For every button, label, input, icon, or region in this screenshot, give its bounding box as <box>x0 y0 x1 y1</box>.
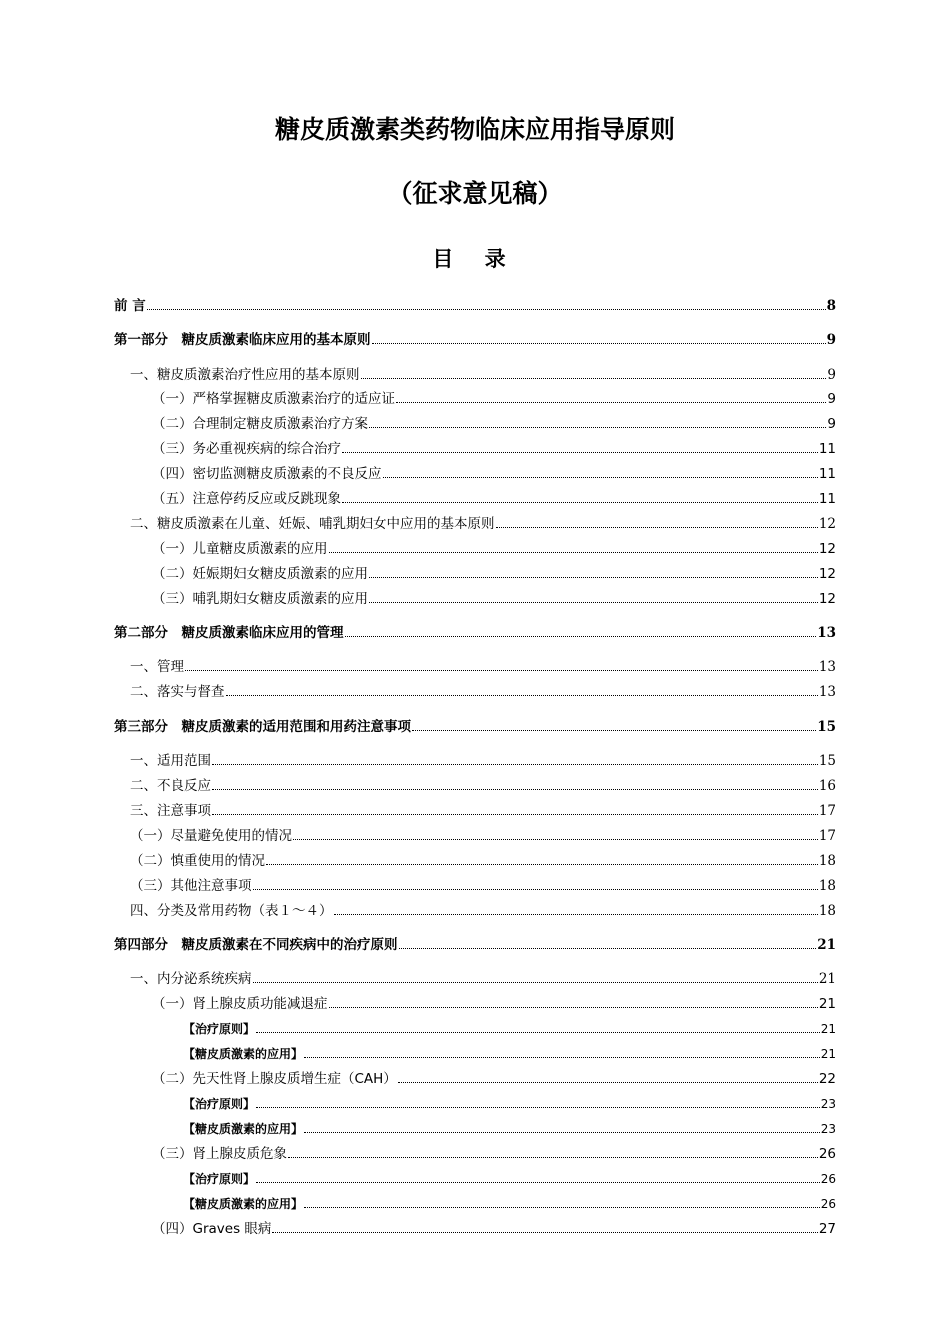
toc-entry-page: 11 <box>818 466 836 482</box>
toc-entry[interactable] <box>183 1120 836 1138</box>
toc-entry-label: （二）先天性肾上腺皮质增生症（CAH） <box>152 1071 397 1087</box>
toc-entry-page: 12 <box>818 541 836 557</box>
toc-leader-dots <box>185 670 818 671</box>
toc-entry-page: 21 <box>817 937 836 953</box>
toc-entry[interactable] <box>183 1045 836 1063</box>
toc-entry-label: 一、内分泌系统疾病 <box>130 971 252 987</box>
toc-entry-label: 二、糖皮质激素在儿童、妊娠、哺乳期妇女中应用的基本原则 <box>130 516 495 532</box>
toc-entry[interactable] <box>183 1020 836 1038</box>
toc-leader-dots <box>256 1032 820 1033</box>
toc-entry-label: 四、分类及常用药物（表１～４） <box>130 903 333 919</box>
toc-leader-dots <box>253 982 818 983</box>
toc-entry-label: 【糖皮质激素的应用】 <box>183 1122 304 1136</box>
toc-entry-label: 二、落实与督查 <box>130 684 225 700</box>
toc-leader-dots <box>342 502 818 503</box>
toc-entry[interactable] <box>152 995 836 1013</box>
toc-entry-label: 前 言 <box>114 298 146 314</box>
toc-leader-dots <box>369 577 818 578</box>
toc-entry[interactable] <box>152 590 836 608</box>
toc-entry[interactable] <box>152 440 836 458</box>
toc-entry[interactable] <box>130 683 836 701</box>
toc-leader-dots <box>412 730 816 731</box>
toc-entry-page: 13 <box>818 659 836 675</box>
toc-leader-dots <box>369 427 826 428</box>
toc-entry-label: （一）肾上腺皮质功能减退症 <box>152 996 328 1012</box>
toc-entry[interactable] <box>114 936 836 954</box>
toc-leader-dots <box>398 1082 818 1083</box>
toc-entry-label: 【治疗原则】 <box>183 1097 256 1111</box>
toc-leader-dots <box>256 1107 820 1108</box>
toc-entry-page: 21 <box>818 996 836 1012</box>
toc-entry[interactable] <box>152 415 836 433</box>
toc-leader-dots <box>329 552 818 553</box>
toc-entry[interactable] <box>114 718 836 736</box>
toc-entry-label: 二、不良反应 <box>130 778 211 794</box>
toc-entry-label: 【治疗原则】 <box>183 1022 256 1036</box>
toc-leader-dots <box>212 764 818 765</box>
toc-entry-page: 15 <box>818 753 836 769</box>
toc-entry-label: （三）务必重视疾病的综合治疗 <box>152 441 341 457</box>
toc-leader-dots <box>345 636 817 637</box>
toc-entry-label: 一、适用范围 <box>130 753 211 769</box>
toc-entry-page: 9 <box>827 391 836 407</box>
toc-entry-label: （三）肾上腺皮质危象 <box>152 1146 287 1162</box>
toc-entry[interactable] <box>183 1095 836 1113</box>
toc-leader-dots <box>147 309 826 310</box>
toc-leader-dots <box>369 602 818 603</box>
toc-leader-dots <box>226 695 818 696</box>
toc-entry[interactable] <box>114 297 836 315</box>
toc-entry-label: 第一部分 糖皮质激素临床应用的基本原则 <box>114 332 371 348</box>
toc-entry[interactable] <box>114 331 836 349</box>
toc-entry-page: 11 <box>818 441 836 457</box>
document-title: 糖皮质激素类药物临床应用指导原则 <box>274 115 675 144</box>
toc-leader-dots <box>272 1232 817 1233</box>
toc-entry[interactable] <box>130 515 836 533</box>
toc-entry[interactable] <box>114 624 836 642</box>
toc-entry-page: 17 <box>818 803 836 819</box>
toc-entry-page: 12 <box>818 591 836 607</box>
toc-entry[interactable] <box>130 902 836 920</box>
toc-entry-label: 第三部分 糖皮质激素的适用范围和用药注意事项 <box>114 719 411 735</box>
toc-entry-page: 21 <box>818 971 836 987</box>
toc-entry-page: 12 <box>818 566 836 582</box>
toc-entry[interactable] <box>130 877 836 895</box>
toc-entry-page: 17 <box>818 828 836 844</box>
toc-entry-label: （一）尽量避免使用的情况 <box>130 828 292 844</box>
toc-heading: 目 录 <box>432 247 518 271</box>
toc-leader-dots <box>334 914 818 915</box>
toc-entry-page: 12 <box>818 516 836 532</box>
toc-entry-label: （四）密切监测糖皮质激素的不良反应 <box>152 466 382 482</box>
toc-leader-dots <box>266 864 818 865</box>
toc-entry-label: 第四部分 糖皮质激素在不同疾病中的治疗原则 <box>114 937 398 953</box>
toc-entry[interactable] <box>152 1070 836 1088</box>
toc-entry-page: 21 <box>820 1047 836 1061</box>
toc-entry-label: 第二部分 糖皮质激素临床应用的管理 <box>114 625 344 641</box>
toc-entry-page: 16 <box>818 778 836 794</box>
toc-entry[interactable] <box>130 827 836 845</box>
toc-entry-page: 22 <box>818 1071 836 1087</box>
toc-entry-label: 一、糖皮质激素治疗性应用的基本原则 <box>130 367 360 383</box>
toc-leader-dots <box>396 402 826 403</box>
toc-entry-page: 23 <box>820 1122 836 1136</box>
toc-entry-label: 【糖皮质激素的应用】 <box>183 1197 304 1211</box>
toc-entry-page: 13 <box>818 684 836 700</box>
toc-entry-label: （二）妊娠期妇女糖皮质激素的应用 <box>152 566 368 582</box>
toc-entry-page: 26 <box>818 1146 836 1162</box>
toc-entry-label: （二）慎重使用的情况 <box>130 853 265 869</box>
toc-entry-label: 【糖皮质激素的应用】 <box>183 1047 304 1061</box>
toc-entry-label: （二）合理制定糖皮质激素治疗方案 <box>152 416 368 432</box>
toc-leader-dots <box>212 814 818 815</box>
toc-entry-page: 18 <box>818 853 836 869</box>
toc-entry-label: （一）儿童糖皮质激素的应用 <box>152 541 328 557</box>
toc-leader-dots <box>293 839 818 840</box>
toc-entry-page: 27 <box>818 1221 836 1237</box>
toc-entry[interactable] <box>130 366 836 384</box>
toc-entry-label: 三、注意事项 <box>130 803 211 819</box>
toc-entry[interactable] <box>183 1170 836 1188</box>
toc-entry[interactable] <box>130 802 836 820</box>
toc-leader-dots <box>304 1057 820 1058</box>
toc-leader-dots <box>288 1157 818 1158</box>
toc-entry-page: 26 <box>820 1172 836 1186</box>
toc-leader-dots <box>342 452 818 453</box>
toc-leader-dots <box>253 889 818 890</box>
toc-entry[interactable] <box>152 390 836 408</box>
toc-entry-label: 【治疗原则】 <box>183 1172 256 1186</box>
toc-entry[interactable] <box>130 777 836 795</box>
document-subtitle: （征求意见稿） <box>387 179 563 208</box>
toc-entry-label: （四）Graves 眼病 <box>152 1221 272 1237</box>
toc-entry[interactable] <box>152 490 836 508</box>
toc-entry-page: 18 <box>818 903 836 919</box>
toc-leader-dots <box>383 477 818 478</box>
toc-entry-label: 一、管理 <box>130 659 184 675</box>
toc-entry[interactable] <box>183 1195 836 1213</box>
toc-entry[interactable] <box>152 540 836 558</box>
toc-entry-page: 23 <box>820 1097 836 1111</box>
toc-entry[interactable] <box>130 658 836 676</box>
toc-entry[interactable] <box>152 1220 836 1238</box>
toc-leader-dots <box>212 789 818 790</box>
toc-leader-dots <box>304 1132 820 1133</box>
toc-entry[interactable] <box>130 752 836 770</box>
toc-entry[interactable] <box>152 465 836 483</box>
toc-entry-label: （三）其他注意事项 <box>130 878 252 894</box>
toc-entry[interactable] <box>130 970 836 988</box>
toc-entry-page: 15 <box>817 719 836 735</box>
toc-entry-page: 21 <box>820 1022 836 1036</box>
toc-entry[interactable] <box>130 852 836 870</box>
toc-entry[interactable] <box>152 1145 836 1163</box>
toc-leader-dots <box>256 1182 820 1183</box>
toc-entry-label: （五）注意停药反应或反跳现象 <box>152 491 341 507</box>
toc-entry-page: 26 <box>820 1197 836 1211</box>
toc-leader-dots <box>372 343 826 344</box>
toc-leader-dots <box>399 948 817 949</box>
toc-entry-label: （一）严格掌握糖皮质激素治疗的适应证 <box>152 391 395 407</box>
toc-leader-dots <box>304 1207 820 1208</box>
toc-entry-page: 9 <box>827 367 836 383</box>
toc-leader-dots <box>496 527 818 528</box>
toc-entry-label: （三）哺乳期妇女糖皮质激素的应用 <box>152 591 368 607</box>
toc-entry-page: 9 <box>826 332 836 348</box>
toc-leader-dots <box>329 1007 818 1008</box>
toc-leader-dots <box>361 378 827 379</box>
toc-entry-page: 18 <box>818 878 836 894</box>
toc-entry-page: 8 <box>826 298 836 314</box>
toc-entry[interactable] <box>152 565 836 583</box>
toc-entry-page: 9 <box>827 416 836 432</box>
toc-entry-page: 11 <box>818 491 836 507</box>
toc-entry-page: 13 <box>817 625 836 641</box>
